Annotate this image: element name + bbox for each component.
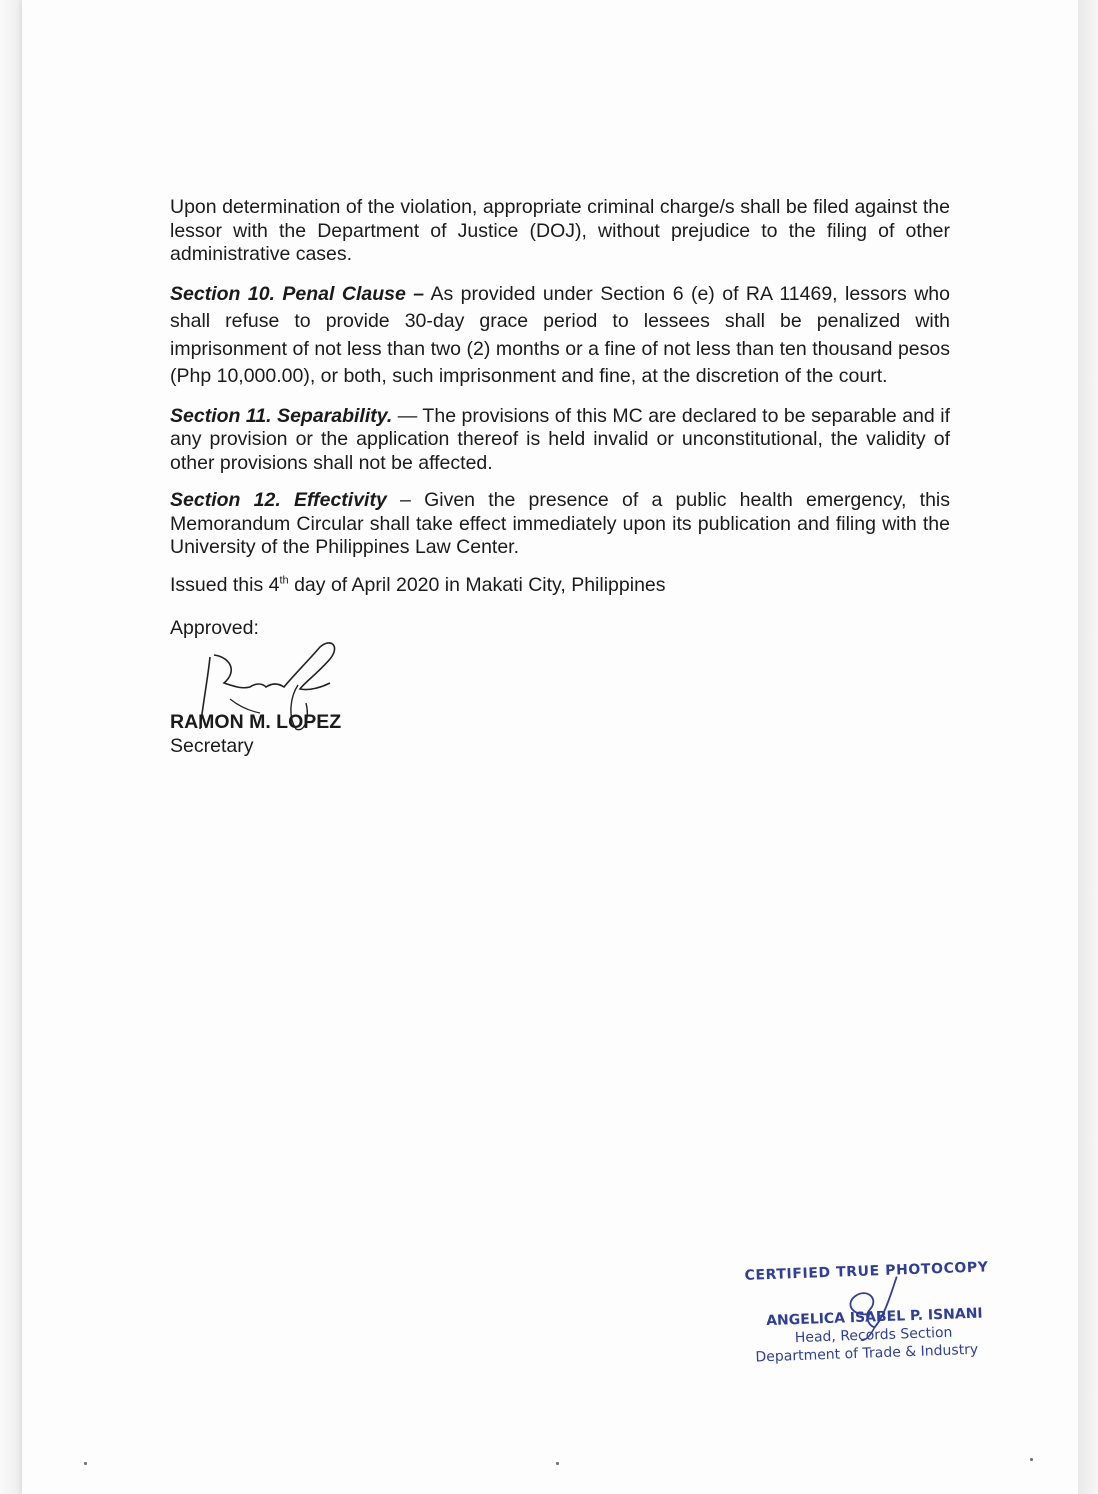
section-12-body: – Given the presence of a public health emergency, this Memorandum Circular shall take effect immediately upon its publication and filing with the University of the Philippines Law Center. <box>170 489 950 558</box>
approved-label: Approved: <box>170 617 259 639</box>
stamp-heading: CERTIFIED TRUE PHOTOCOPY <box>744 1259 989 1284</box>
issued-prefix: Issued this 4 <box>170 573 280 596</box>
section-10-heading: Section 10. Penal Clause – <box>170 282 425 305</box>
signature-block <box>170 655 950 757</box>
signatory-title: Secretary <box>170 734 254 757</box>
section-12-heading: Section 12. Effectivity <box>170 489 387 511</box>
issued-line <box>170 574 950 598</box>
section-11-body: — The provisions of this MC are declared to be separable and if any provision or the application thereof is held invalid or unconstitutional, the validity of other provisions shall not be affected. <box>170 404 950 474</box>
signatory-name: RAMON M. LOPEZ <box>170 710 342 733</box>
page-edge-left <box>0 0 22 1494</box>
stamp-name: ANGELICA ISABEL P. ISNANI <box>765 1305 983 1330</box>
section-11-heading: Section 11. Separability. <box>170 404 393 427</box>
section-11-separability <box>170 405 950 476</box>
certified-true-photocopy-stamp <box>740 1249 1014 1378</box>
section-10-penal-clause <box>170 281 950 391</box>
paragraph-violation: Upon determination of the violation, appropriate criminal charge/s shall be filed against the lessor with the Department of Justice (DOJ), without prejudice to the filing of other administrative cases. <box>170 196 950 265</box>
issued-ordinal: th <box>279 574 289 586</box>
scan-speck <box>556 1462 559 1465</box>
scan-speck <box>1030 1458 1033 1461</box>
issued-suffix: day of April 2020 in Makati City, Philippines <box>288 573 666 596</box>
section-12-effectivity <box>170 489 950 560</box>
page-edge-right <box>1078 0 1098 1494</box>
section-10-body: As provided under Section 6 (e) of RA 11469, lessors who shall refuse to provide 30-day grace period to lessees shall be penalized with imprisonment of not less than two (2) months or a fine of not less than ten thousand pesos (Php 10,000.00), or both, such imprisonment and fine, at the discretion of the court. <box>170 282 950 387</box>
stamp-role: Head, Records Section <box>794 1324 953 1347</box>
document-body <box>170 196 950 757</box>
stamp-department: Department of Trade & Industry <box>755 1341 979 1366</box>
scan-speck <box>84 1462 87 1465</box>
